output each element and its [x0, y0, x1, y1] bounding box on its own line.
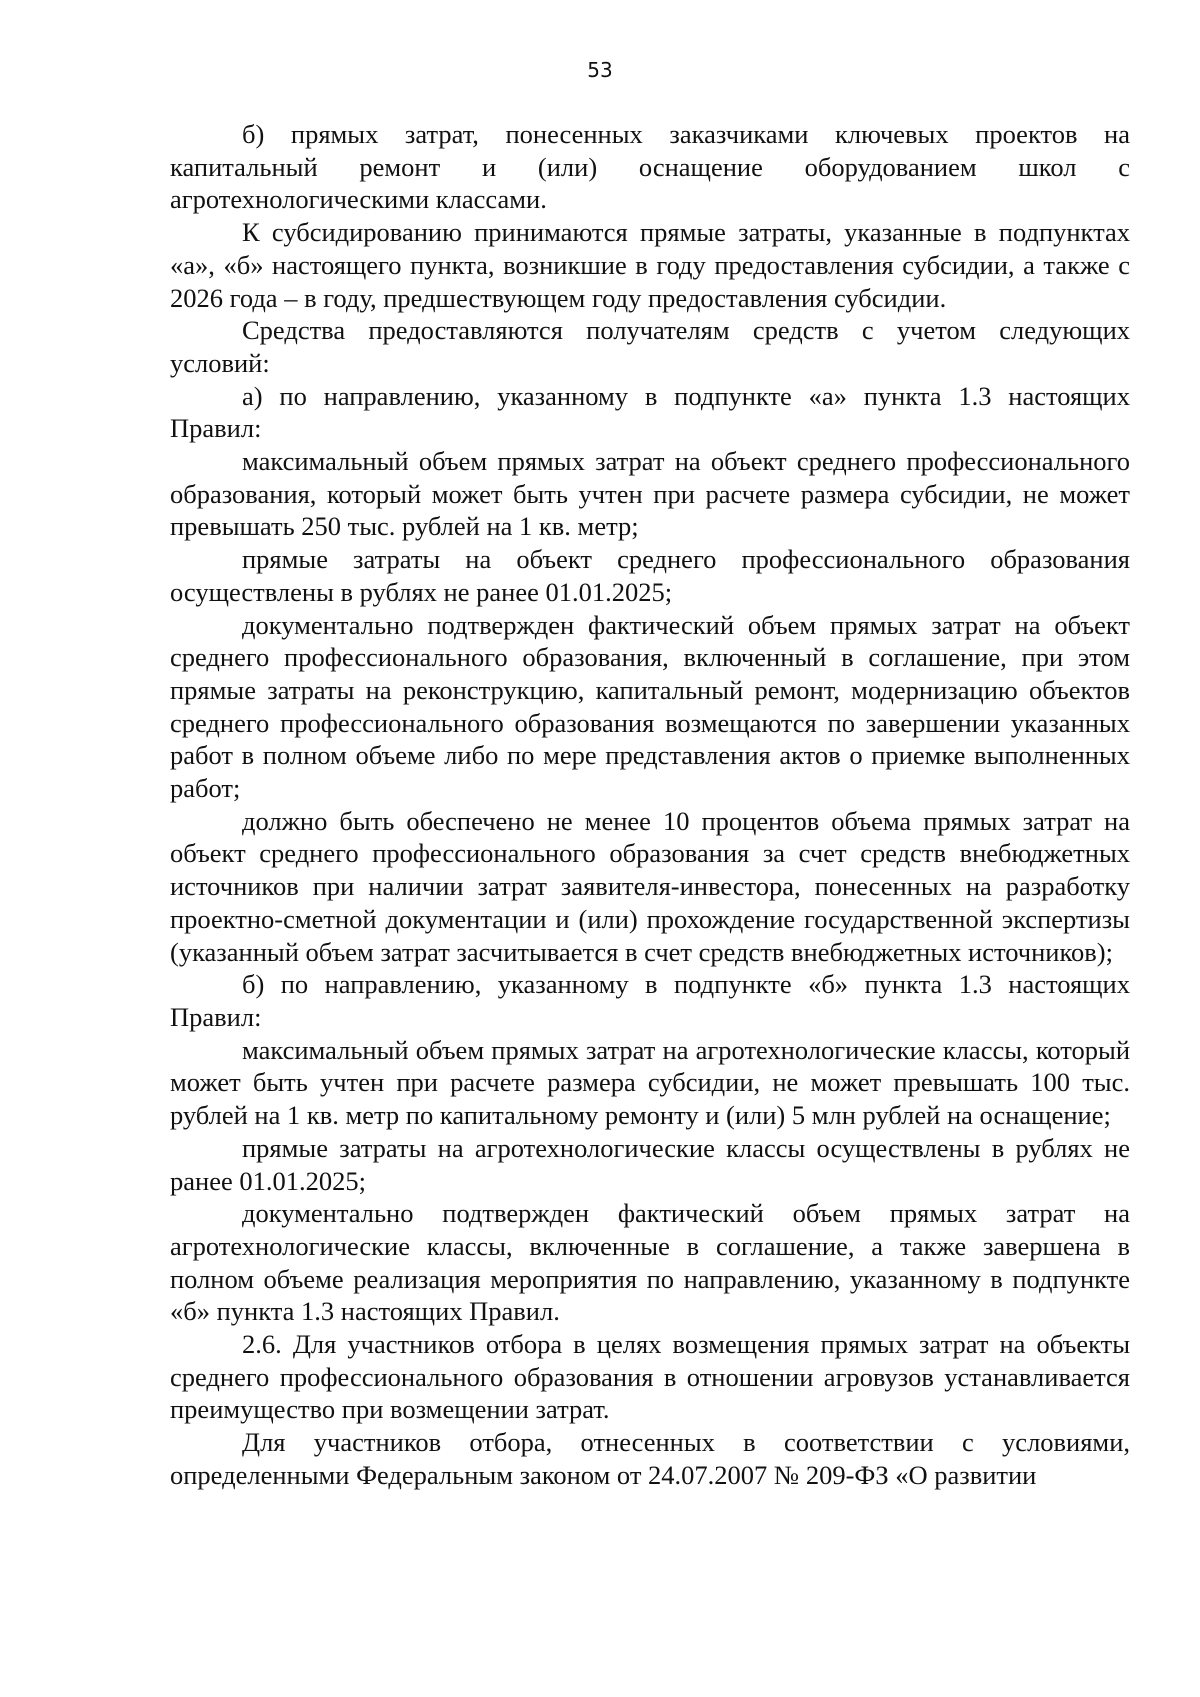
paragraph: а) по направлению, указанному в подпункте «а» пункта 1.3 настоящих Правил:	[170, 380, 1130, 444]
paragraph: 2.6. Для участников отбора в целях возмещения прямых затрат на объекты среднего профессионального образования в отношении агровузов устанавливается преимущество при возмещении затрат.	[170, 1329, 1130, 1425]
paragraph: Средства предоставляются получателям средств с учетом следующих условий:	[170, 315, 1130, 378]
paragraph: Для участников отбора, отнесенных в соответствии с условиями, определенными Федеральным законом от 24.07.2007 № 209-ФЗ «О развитии	[170, 1427, 1130, 1490]
paragraph: прямые затраты на объект среднего профессионального образования осуществлены в рублях не ранее 01.01.2025;	[170, 544, 1130, 607]
paragraph: документально подтвержден фактический объем прямых затрат на агротехнологические классы, включенные в соглашение, а также завершена в полном объеме реализация мероприятия по направлению, указанному в подпункте «б» пункта 1.3 настоящих Правил.	[170, 1198, 1130, 1327]
document-body	[170, 118, 1130, 1492]
paragraph: документально подтвержден фактический объем прямых затрат на объект среднего профессионального образования, включенный в соглашение, при этом прямые затраты на реконструкцию, капитальный ремонт, модернизацию объектов среднего профессионального образования возмещаются по завершении указанных работ в полном объеме либо по мере представления актов о приемке выполненных работ;	[170, 609, 1130, 804]
paragraph: максимальный объем прямых затрат на объект среднего профессионального образования, который может быть учтен при расчете размера субсидии, не может превышать 250 тыс. рублей на 1 кв. метр;	[170, 446, 1130, 542]
paragraph: К субсидированию принимаются прямые затраты, указанные в подпунктах «а», «б» настоящего пункта, возникшие в году предоставления субсидии, а также с 2026 года – в году, предшествующем году предоставления субсидии.	[170, 217, 1130, 313]
paragraph: б) прямых затрат, понесенных заказчиками ключевых проектов на капитальный ремонт и (или) оснащение оборудованием школ с агротехнологическими классами.	[170, 119, 1130, 215]
paragraph: прямые затраты на агротехнологические классы осуществлены в рублях не ранее 01.01.2025;	[170, 1132, 1130, 1196]
paragraph: максимальный объем прямых затрат на агротехнологические классы, который может быть учтен при расчете размера субсидии, не может превышать 100 тыс. рублей на 1 кв. метр по капитальному ремонту и (или) 5 млн рублей на оснащение;	[170, 1034, 1130, 1131]
paragraph: б) по направлению, указанному в подпункте «б» пункта 1.3 настоящих Правил:	[170, 969, 1130, 1032]
page-number: 53	[587, 58, 613, 82]
paragraph: должно быть обеспечено не менее 10 процентов объема прямых затрат на объект среднего профессионального образования за счет средств внебюджетных источников при наличии затрат заявителя-инвестора, понесенных на разработку проектно-сметной документации и (или) прохождение государственной экспертизы (указанный объем затрат засчитывается в счет средств внебюджетных источников);	[170, 805, 1130, 967]
